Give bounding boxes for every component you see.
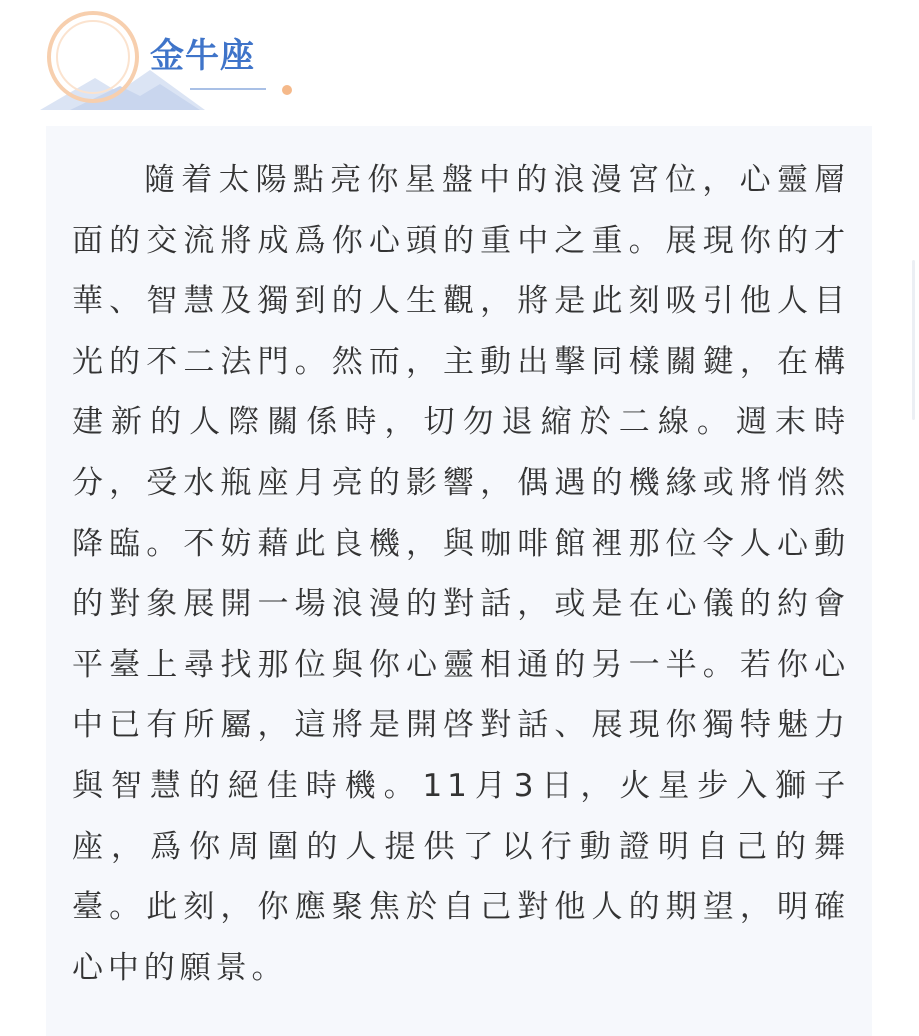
article-card: [46, 126, 872, 1036]
article-paragraph: 隨着太陽點亮你星盤中的浪漫宮位，心靈層面的交流將成爲你心頭的重中之重。展現你的才華、智慧及獨到的人生觀，將是此刻吸引他人目光的不二法門。然而，主動出擊同樣關鍵，在構建新的人際關係時，切勿退縮於二線。週末時分，受水瓶座月亮的影響，偶遇的機緣或將悄然降臨。不妨藉此良機，與咖啡館裡那位令人心動的對象展開一場浪漫的對話，或是在心儀的約會平臺上尋找那位與你心靈相通的另一半。若你心中已有所屬，這將是開啓對話、展現你獨特魅力與智慧的絕佳時機。11月3日，火星步入獅子座，爲你周圍的人提供了以行動證明自己的舞臺。此刻，你應聚焦於自己對他人的期望，明確心中的願景。: [72, 162, 850, 986]
scrollbar[interactable]: [912, 260, 915, 420]
accent-dot: [282, 85, 292, 95]
page-title: 金牛座: [150, 36, 255, 76]
section-header: [0, 0, 919, 120]
